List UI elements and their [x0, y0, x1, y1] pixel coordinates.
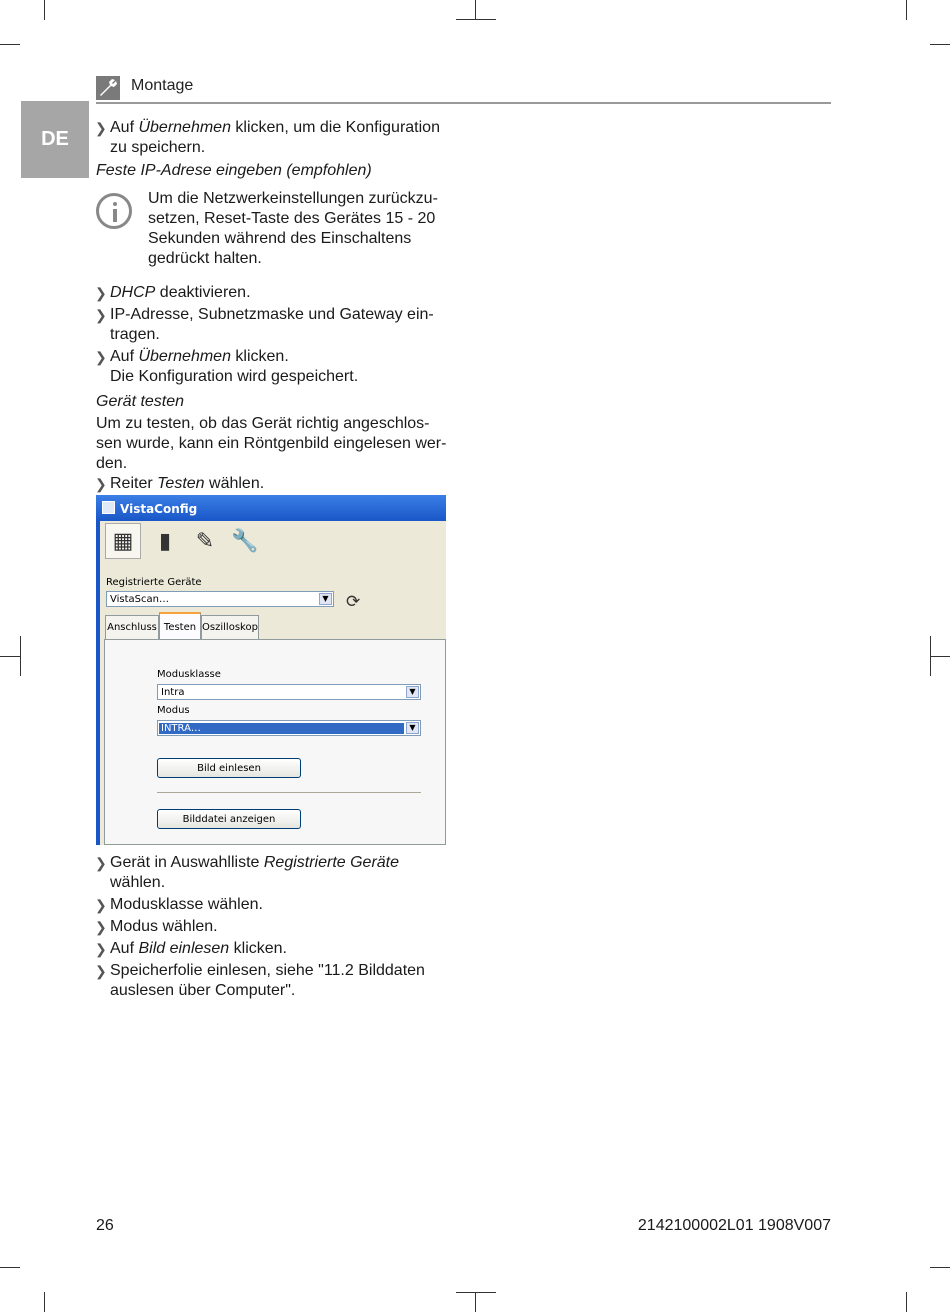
vistaconfig-screenshot [96, 495, 446, 845]
info-note: Um die Netzwerkeinstellungen zurückzu-setzen, Reset-Taste des Gerätes 15 - 20 Sekunden während des Einschaltens gedrückt halten. [96, 189, 448, 269]
wrench-icon[interactable]: 🔧 [231, 528, 259, 554]
tab-testen[interactable]: Testen [159, 612, 201, 640]
chevron-right-icon: ❯ [95, 476, 107, 492]
main-column [96, 118, 448, 496]
scanner-icon[interactable]: ▮ [158, 528, 172, 554]
registered-devices-select[interactable]: VistaScan… ▼ [106, 591, 334, 607]
section-title: Montage [131, 77, 194, 94]
header-divider [96, 102, 831, 104]
list-item: ❯ Modusklasse wählen. [95, 896, 263, 913]
list-item: ❯ Auf Übernehmen klicken. Die Konfiguration wird gespeichert. [95, 348, 359, 385]
list-item: ❯ Gerät in Auswahlliste Registrierte Geräte wählen. [95, 854, 400, 891]
page-number: 26 [96, 1217, 114, 1234]
instructions-list [96, 853, 448, 1003]
chevron-right-icon: ❯ [95, 855, 107, 871]
chevron-right-icon: ❯ [95, 919, 107, 935]
document-id: 2142100002L01 1908V007 [637, 1217, 831, 1234]
subheading: Gerät testen [96, 393, 185, 410]
mode-select[interactable]: INTRA… ▼ [157, 720, 421, 736]
list-item: ❯ Auf Übernehmen klicken, um die Konfiguration zu speichern. [95, 119, 440, 156]
paragraph: Um zu testen, ob das Gerät richtig angeschlos-sen wurde, kann ein Röntgenbild eingelesen wer-den. [96, 415, 447, 472]
window-titlebar: VistaConfig [96, 495, 446, 521]
chevron-right-icon: ❯ [95, 897, 107, 913]
chevron-down-icon[interactable]: ▼ [406, 686, 419, 698]
chevron-right-icon: ❯ [95, 349, 107, 365]
chevron-right-icon: ❯ [95, 941, 107, 957]
chevron-right-icon: ❯ [95, 963, 107, 979]
result-text: Die Konfiguration wird gespeichert. [110, 368, 359, 385]
app-icon [102, 501, 115, 514]
read-image-button[interactable]: Bild einlesen [157, 758, 301, 778]
subheading: Feste IP-Adrese eingeben (empfohlen) [96, 162, 372, 179]
list-item: ❯ Modus wählen. [95, 918, 218, 935]
tab-panel [104, 639, 446, 845]
chevron-down-icon[interactable]: ▼ [319, 593, 332, 605]
mode-label: Modus [157, 705, 190, 716]
page-header [96, 76, 831, 102]
list-item: ❯ IP-Adresse, Subnetzmaske und Gateway ein-tragen. [95, 306, 434, 343]
list-item: ❯ Reiter Testen wählen. [95, 475, 265, 492]
show-file-button[interactable]: Bilddatei anzeigen [157, 809, 301, 829]
mode-class-select[interactable]: Intra ▼ [157, 684, 421, 700]
mode-class-label: Modusklasse [157, 669, 221, 680]
list-item: ❯ Auf Bild einlesen klicken. [95, 940, 287, 957]
chevron-right-icon: ❯ [95, 120, 107, 136]
refresh-icon[interactable]: ⟳ [346, 592, 361, 612]
wrench-icon [96, 76, 120, 100]
list-item: ❯ Speicherfolie einlesen, siehe "11.2 Bilddaten auslesen über Computer". [95, 962, 425, 999]
info-icon [96, 193, 132, 229]
pen-icon[interactable]: ✎ [195, 528, 215, 554]
tab-oszilloskop[interactable]: Oszilloskop [201, 615, 259, 639]
devices-icon[interactable]: ▦ [105, 523, 141, 559]
tab-anschluss[interactable]: Anschluss [105, 615, 159, 639]
chevron-right-icon: ❯ [95, 285, 107, 301]
language-tab: DE [21, 101, 89, 178]
separator [157, 792, 421, 793]
list-item: ❯ DHCP deaktivieren. [95, 284, 251, 301]
chevron-right-icon: ❯ [95, 307, 107, 323]
chevron-down-icon[interactable]: ▼ [406, 722, 419, 734]
registered-devices-label: Registrierte Geräte [106, 577, 202, 588]
